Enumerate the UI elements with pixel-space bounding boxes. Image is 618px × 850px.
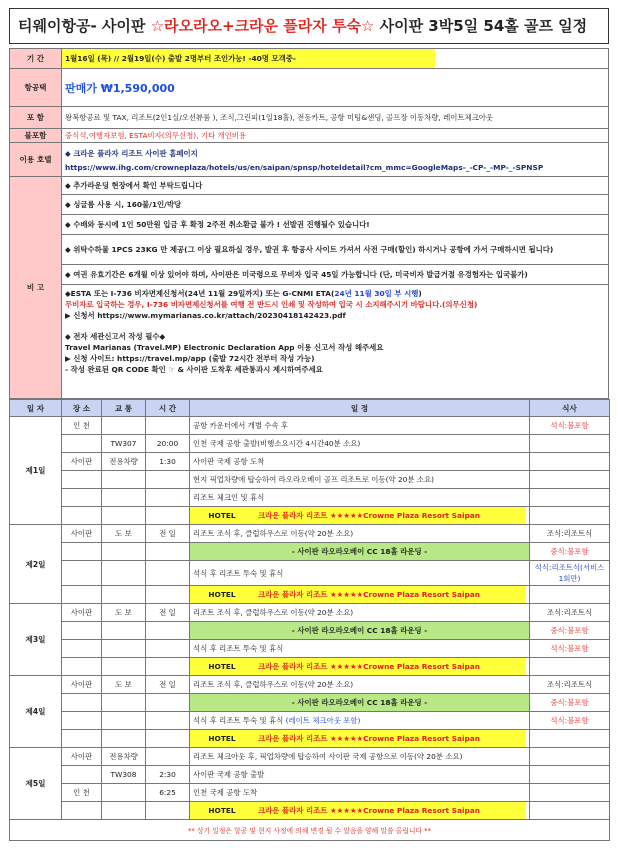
itinerary-page [9, 8, 609, 841]
schedule-text-main: 공항 카운터에서 개별 수속 후 [193, 421, 289, 430]
schedule-text-main: 사이판 국제 공항 도착 [193, 457, 265, 466]
header-transport: 교 통 [102, 400, 146, 417]
empty-cell [102, 658, 146, 676]
schedule-text [190, 471, 530, 489]
schedule-text-main: 인천 국제 공항 도착 [193, 788, 258, 797]
place-cell: 사이판 [62, 748, 102, 766]
time-cell [146, 712, 190, 730]
header-meal: 식사 [530, 400, 610, 417]
schedule-row [10, 712, 610, 730]
meal-cell: 중식:불포함 [530, 543, 610, 561]
schedule-row [10, 561, 610, 586]
transport-cell: TW308 [102, 766, 146, 784]
schedule-text-main: 현지 픽업차량에 탑승하여 라오라오베이 골프 리조트로 이동(약 20분 소요) [193, 475, 435, 484]
transport-cell [102, 417, 146, 435]
meal-cell [530, 730, 610, 748]
empty-cell [102, 507, 146, 525]
place-cell [62, 435, 102, 453]
empty-cell [62, 802, 102, 820]
place-cell: 인 천 [62, 784, 102, 802]
transport-cell: 도 보 [102, 604, 146, 622]
schedule-text [190, 453, 530, 471]
meal-cell [530, 784, 610, 802]
schedule-table [9, 399, 610, 841]
info-table [9, 48, 609, 399]
place-cell [62, 543, 102, 561]
place-cell: 사이판 [62, 676, 102, 694]
schedule-row [10, 766, 610, 784]
empty-cell [146, 802, 190, 820]
time-cell: 전 일 [146, 676, 190, 694]
meal-cell [530, 507, 610, 525]
schedule-row [10, 417, 610, 435]
remarks-label: 비 고 [10, 177, 62, 399]
header-schedule: 일 정 [190, 400, 530, 417]
schedule-footer-note: ** 상기 일정은 항공 및 현지 사정에 의해 변경 될 수 있음을 양해 말씀 올립니다 ** [10, 820, 610, 841]
transport-cell: 전용차량 [102, 748, 146, 766]
schedule-row [10, 471, 610, 489]
period-text: 1월16일 (목) // 2월19일(수) 출발 2명부터 조인가능! -40명 모객중- [62, 49, 435, 68]
remark-item: ◆ 여권 유효기간은 6개월 이상 있어야 하며, 사이판은 미국령으로 무비자 입국 45일 가능합니다 (단, 미국비자 발급거절 유경험자는 입국불가) [62, 265, 609, 285]
schedule-text-main: 리조트 체크아웃 후, 픽업차량에 탑승하여 사이판 국제 공항으로 이동(약 20분 소요) [193, 752, 463, 761]
place-cell [62, 766, 102, 784]
time-cell [146, 417, 190, 435]
hotel-row [10, 802, 610, 820]
schedule-row [10, 525, 610, 543]
schedule-text [190, 435, 530, 453]
time-cell: 6:25 [146, 784, 190, 802]
header-date: 일 자 [10, 400, 62, 417]
transport-cell [102, 712, 146, 730]
schedule-text [190, 417, 530, 435]
schedule-row [10, 543, 610, 561]
meal-cell: 석식:불포함 [530, 417, 610, 435]
hotel-tag: HOTEL [190, 802, 254, 819]
hotel-tag: HOTEL [190, 658, 254, 675]
exclude-value: 중식석,여행자보험, ESTA비자(의무신청), 기타 개인비용 [62, 129, 609, 143]
hotel-name: 크라운 플라자 리조트 ★★★★★Crowne Plaza Resort Saipan [254, 802, 526, 819]
remark-item: ◆ 수배와 동시에 1인 50만원 입금 후 확정 2주전 취소환급 불가 ! 선발권 진행될수 있습니다! [62, 215, 609, 235]
hotel-cell [190, 802, 530, 820]
hotel-info [62, 143, 609, 177]
hotel-row [10, 586, 610, 604]
meal-cell [530, 802, 610, 820]
schedule-header-row [10, 400, 610, 417]
schedule-text: - 사이판 라오라오베이 CC 18홀 라운딩 - [190, 622, 530, 640]
hotel-tag: HOTEL [190, 586, 254, 603]
empty-cell [62, 507, 102, 525]
hotel-name: 크라운 플라자 리조트 ★★★★★Crowne Plaza Resort Saipan [254, 658, 526, 675]
hotel-cell [190, 658, 530, 676]
schedule-row [10, 453, 610, 471]
transport-cell [102, 784, 146, 802]
hotel-cell [190, 586, 530, 604]
include-value: 왕복항공료 및 TAX, 리조트(2인1실/오션뷰룸 ), 조식,그린피(1일18홀), 전동카트, 공항 미팅&샌딩, 골프장 이동차량, 레이트체크아웃 [62, 107, 609, 129]
time-cell [146, 561, 190, 586]
schedule-text [190, 676, 530, 694]
hotel-cell [190, 730, 530, 748]
schedule-row [10, 694, 610, 712]
transport-cell [102, 561, 146, 586]
schedule-text [190, 525, 530, 543]
schedule-row [10, 640, 610, 658]
schedule-text-main: 리조트 조식 후, 클럽하우스로 이동(약 20분 소요) [193, 608, 354, 617]
airfare-price: 판매가 ₩1,590,000 [62, 69, 609, 107]
place-cell: 사이판 [62, 604, 102, 622]
schedule-row [10, 784, 610, 802]
esta-notice [62, 285, 609, 399]
period-label: 기 간 [10, 49, 62, 69]
meal-cell: 중식:불포함 [530, 694, 610, 712]
esta-form-link[interactable]: ▶ 신청서 https://www.mymarianas.co.kr/attach/20230418142423.pdf [65, 311, 346, 320]
day-label: 제5일 [10, 748, 62, 820]
time-cell [146, 543, 190, 561]
meal-cell [530, 586, 610, 604]
time-cell: 20:00 [146, 435, 190, 453]
schedule-text [190, 604, 530, 622]
meal-cell: 조식:리조트식 [530, 676, 610, 694]
schedule-row [10, 622, 610, 640]
schedule-text [190, 784, 530, 802]
meal-cell: 조식:리조트식 [530, 604, 610, 622]
title-trip: 사이판 3박5일 54홀 골프 일정 [374, 17, 588, 35]
empty-cell [146, 658, 190, 676]
remark-item: ◆ 싱글룸 사용 시, 160불/1인/박당 [62, 195, 609, 215]
hotel-row [10, 730, 610, 748]
schedule-text-main: 리조트 조식 후, 클럽하우스로 이동(약 20분 소요) [193, 680, 354, 689]
schedule-text: - 사이판 라오라오베이 CC 18홀 라운딩 - [190, 694, 530, 712]
meal-cell: 석식:리조트식(서비스1회만) [530, 561, 610, 586]
place-cell [62, 489, 102, 507]
place-cell: 사이판 [62, 453, 102, 471]
meal-cell [530, 658, 610, 676]
meal-cell: 조식:리조트식 [530, 525, 610, 543]
transport-cell [102, 694, 146, 712]
place-cell: 인 천 [62, 417, 102, 435]
schedule-text [190, 561, 530, 586]
empty-cell [62, 658, 102, 676]
header-time: 시 간 [146, 400, 190, 417]
empty-cell [146, 586, 190, 604]
schedule-text-main: 석식 후 리조트 투숙 및 휴식 [193, 568, 284, 578]
schedule-row [10, 435, 610, 453]
schedule-text-main: 인천 국제 공항 출발(비행소요시간 4시간40분 소요) [193, 439, 361, 448]
meal-cell [530, 766, 610, 784]
schedule-text [190, 748, 530, 766]
hotel-url-link[interactable]: https://www.ihg.com/crowneplaza/hotels/us/en/saipan/spnsp/hoteldetail?cm_mmc=GoogleMaps-_-CP-_-MP-_-SPNSP [65, 162, 544, 172]
schedule-text-main: 사이판 국제 공항 출발 [193, 770, 265, 779]
transport-cell [102, 471, 146, 489]
hotel-name: 크라운 플라자 리조트 ★★★★★Crowne Plaza Resort Saipan [254, 730, 526, 747]
customs-site-link[interactable]: ▶ 신청 사이트: https://travel.mp/app (출발 72시간 전부터 작성 가능) [65, 354, 315, 363]
transport-cell [102, 640, 146, 658]
meal-cell [530, 471, 610, 489]
schedule-text [190, 489, 530, 507]
time-cell: 2:30 [146, 766, 190, 784]
header-place: 장 소 [62, 400, 102, 417]
time-cell: 전 일 [146, 604, 190, 622]
transport-cell: 전용차량 [102, 453, 146, 471]
meal-cell [530, 453, 610, 471]
place-cell [62, 561, 102, 586]
day-label: 제1일 [10, 417, 62, 525]
meal-cell [530, 489, 610, 507]
empty-cell [62, 730, 102, 748]
schedule-text [190, 766, 530, 784]
day-label: 제3일 [10, 604, 62, 676]
hotel-cell [190, 507, 530, 525]
empty-cell [102, 730, 146, 748]
place-cell [62, 640, 102, 658]
esta-date-highlight: 24년 11월 30일 부 시행 [334, 289, 419, 298]
transport-cell: 도 보 [102, 676, 146, 694]
remark-item: ◆ 위탁수하물 1PCS 23KG 만 제공(그 이상 필요하실 경우, 발권 후 항공사 사이트 가셔서 사전 구매(할인) 하시거나 공항에 가서 구매하시면 됩니다) [62, 235, 609, 265]
place-cell [62, 712, 102, 730]
time-cell: 1:30 [146, 453, 190, 471]
customs-app: Travel Marianas (Travel.MP) Electronic Declaration App 이용 신고서 작성 해주세요 [65, 343, 384, 352]
schedule-text-main: 석식 후 리조트 투숙 및 휴식 [193, 716, 286, 725]
airfare-label: 항공택 [10, 69, 62, 107]
meal-cell: 석식:불포함 [530, 640, 610, 658]
empty-cell [146, 730, 190, 748]
time-cell [146, 471, 190, 489]
period-value [62, 49, 609, 69]
time-cell [146, 622, 190, 640]
schedule-text [190, 640, 530, 658]
hotel-homepage-label: ◆ 크라운 플라자 리조트 사이판 홈페이지 [65, 148, 198, 158]
transport-cell: TW307 [102, 435, 146, 453]
esta-line-end: ) [418, 289, 422, 298]
day-label: 제4일 [10, 676, 62, 748]
meal-cell [530, 748, 610, 766]
include-label: 포 함 [10, 107, 62, 129]
hotel-name: 크라운 플라자 리조트 ★★★★★Crowne Plaza Resort Saipan [254, 507, 526, 524]
esta-warning: 무비자로 입국하는 경우, I-736 비자면제신청서를 여행 전 반드시 인쇄 및 작성하여 입국 시 소지해주시기 바랍니다.(의무신청) [65, 300, 478, 309]
day-label: 제2일 [10, 525, 62, 604]
place-cell [62, 471, 102, 489]
title-airline: 티웨이항공- 사이판 [18, 17, 151, 35]
schedule-row [10, 748, 610, 766]
schedule-row [10, 489, 610, 507]
time-cell [146, 694, 190, 712]
hotel-tag: HOTEL [190, 507, 254, 524]
hotel-name: 크라운 플라자 리조트 ★★★★★Crowne Plaza Resort Saipan [254, 586, 526, 603]
time-cell [146, 748, 190, 766]
time-cell [146, 489, 190, 507]
page-title [9, 8, 609, 44]
hotel-row [10, 658, 610, 676]
meal-cell [530, 435, 610, 453]
place-cell: 사이판 [62, 525, 102, 543]
meal-cell: 석식:불포함 [530, 712, 610, 730]
exclude-label: 불포함 [10, 129, 62, 143]
empty-cell [146, 507, 190, 525]
title-highlight: ☆라오라오+크라운 플라자 투숙☆ [150, 17, 375, 35]
esta-line: ◆ESTA 또는 I-736 비자면제신청서(24년 11월 29일까지) 또는 G-CNMI ETA( [65, 289, 335, 298]
empty-cell [102, 586, 146, 604]
hotel-label: 이용 호텔 [10, 143, 62, 177]
schedule-text-main: 리조트 체크인 및 휴식 [193, 493, 265, 502]
time-cell [146, 640, 190, 658]
schedule-row [10, 604, 610, 622]
hotel-row [10, 507, 610, 525]
schedule-text-main: 리조트 조식 후, 클럽하우스로 이동(약 20분 소요) [193, 529, 354, 538]
meal-cell: 중식:불포함 [530, 622, 610, 640]
schedule-text: - 사이판 라오라오베이 CC 18홀 라운딩 - [190, 543, 530, 561]
schedule-text-main: 석식 후 리조트 투숙 및 휴식 [193, 644, 284, 653]
customs-title: ◆ 전자 세관신고서 작성 필수◆ [65, 332, 166, 341]
schedule-row [10, 676, 610, 694]
transport-cell [102, 489, 146, 507]
place-cell [62, 622, 102, 640]
time-cell: 전 일 [146, 525, 190, 543]
empty-cell [102, 802, 146, 820]
place-cell [62, 694, 102, 712]
transport-cell: 도 보 [102, 525, 146, 543]
customs-qr: - 작성 완료된 QR CODE 확인 ☞ & 사이판 도착후 세관통과시 제시하여주세요 [65, 365, 323, 374]
late-checkout-note: (레이트 체크아웃 포함) [285, 716, 361, 725]
empty-cell [62, 586, 102, 604]
schedule-text [190, 712, 530, 730]
transport-cell [102, 543, 146, 561]
remark-item: ◆ 추가라운딩 현장에서 확인 부탁드립니다 [62, 177, 609, 195]
hotel-tag: HOTEL [190, 730, 254, 747]
transport-cell [102, 622, 146, 640]
